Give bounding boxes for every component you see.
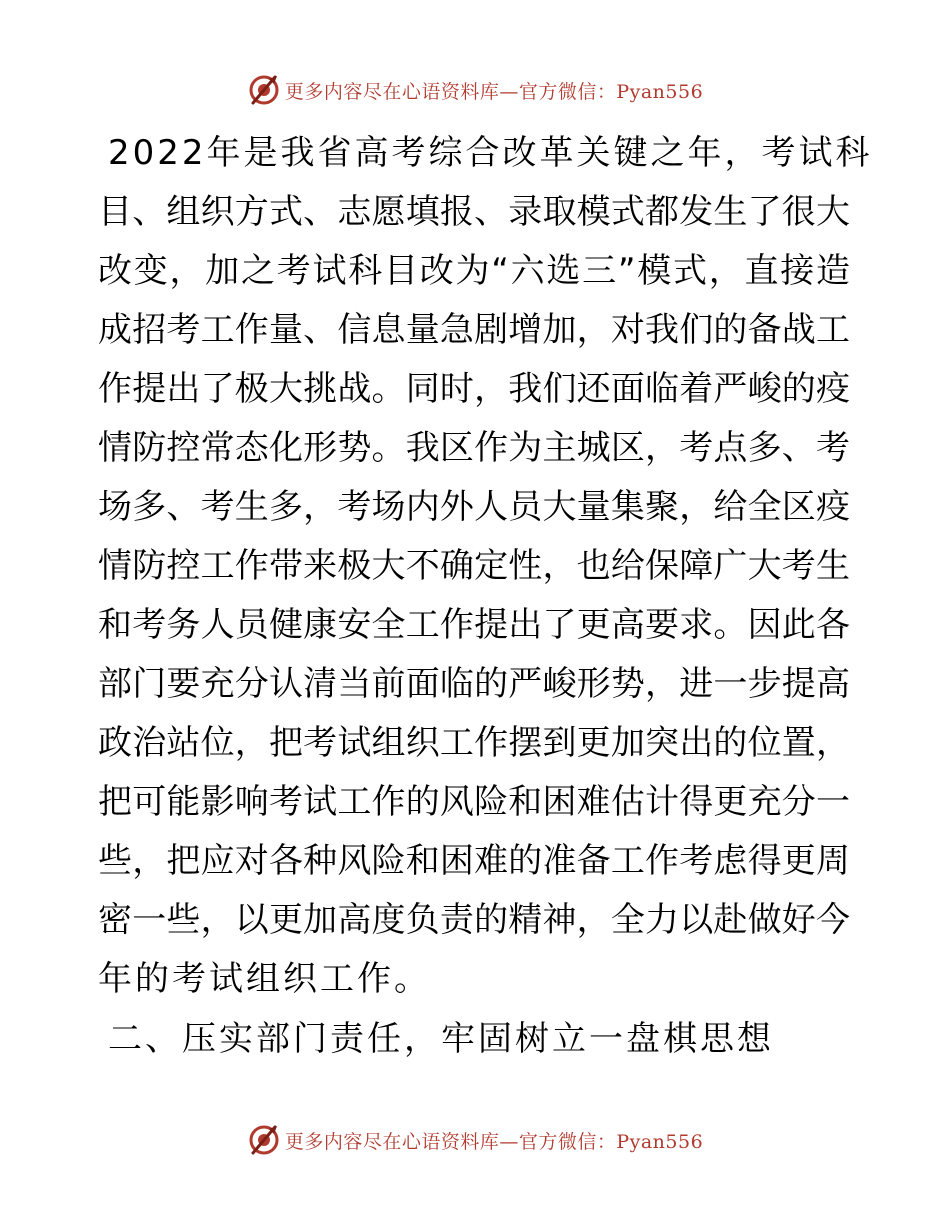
body-paragraph (98, 124, 873, 1009)
body-line: 场多、考生多，考场内外人员大量集聚，给全区疫 (98, 487, 850, 527)
quill-logo-icon (247, 73, 281, 107)
body-line: 目、组织方式、志愿填报、录取模式都发生了很大 (98, 192, 850, 232)
header-watermark-banner (0, 70, 950, 110)
footer-watermark-banner (0, 1120, 950, 1160)
body-line: 和考务人员健康安全工作提出了更高要求。因此各 (98, 605, 850, 645)
body-line: 把可能影响考试工作的风险和困难估计得更充分一 (98, 782, 850, 822)
footer-banner-text: 更多内容尽在心语资料库—官方微信：Pyan556 (284, 1130, 704, 1153)
header-banner-text: 更多内容尽在心语资料库—官方微信：Pyan556 (284, 80, 704, 103)
body-line: 改变，加之考试科目改为“六选三”模式，直接造 (98, 251, 850, 291)
body-line: 密一些，以更加高度负责的精神，全力以赴做好今 (98, 900, 850, 940)
section-heading: 二、压实部门责任，牢固树立一盘棋思想 (108, 1019, 774, 1059)
body-line: 部门要充分认清当前面临的严峻形势，进一步提高 (98, 664, 850, 704)
body-line: 2022年是我省高考综合改革关键之年，考试科 (108, 133, 873, 173)
body-line: 成招考工作量、信息量急剧增加，对我们的备战工 (98, 310, 850, 350)
body-line: 作提出了极大挑战。同时，我们还面临着严峻的疫 (98, 369, 850, 409)
quill-logo-icon (247, 1123, 281, 1157)
body-line: 情防控常态化形势。我区作为主城区，考点多、考 (98, 428, 850, 468)
body-line: 年的考试组织工作。 (98, 959, 431, 999)
body-line: 些，把应对各种风险和困难的准备工作考虑得更周 (98, 841, 850, 881)
body-line: 政治站位，把考试组织工作摆到更加突出的位置， (98, 723, 850, 763)
body-line: 情防控工作带来极大不确定性，也给保障广大考生 (98, 546, 850, 586)
